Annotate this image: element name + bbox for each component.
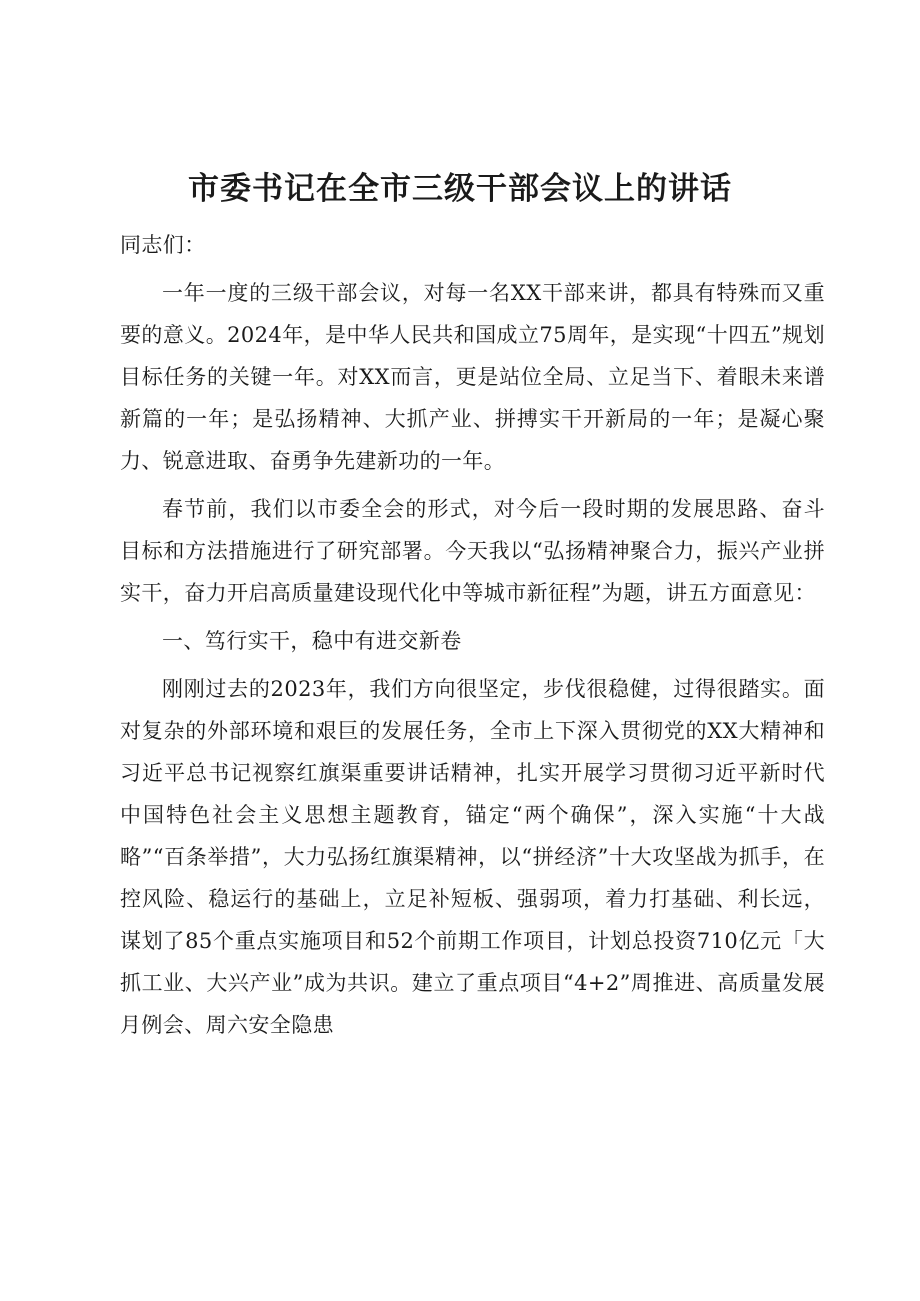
paragraph-intro: 一年一度的三级干部会议，对每一名XX干部来讲，都具有特殊而又重要的意义。2024年，是中华人民共和国成立75周年，是实现“十四五”规划目标任务的关键一年。对XX而言，更是站位全局、立足当下、着眼未来谱新篇的一年；是弘扬精神、大抓产业、拼搏实干开新局的一年；是凝心聚力、锐意进取、奋勇争先建新功的一年。 [120, 281, 825, 473]
document-title: 市委书记在全市三级干部会议上的讲话 [188, 171, 732, 207]
section-heading: 一、笃行实干，稳中有进交新卷 [162, 629, 462, 653]
document-body [120, 224, 825, 1052]
paragraph-section-one: 刚刚过去的2023年，我们方向很坚定，步伐很稳健，过得很踏实。面对复杂的外部环境和艰巨的发展任务，全市上下深入贯彻党的XX大精神和习近平总书记视察红旗渠重要讲话精神，扎实开展学习贯彻习近平新时代中国特色社会主义思想主题教育，锚定“两个确保”，深入实施“十大战略”“百条举措”，大力弘扬红旗渠精神，以“拼经济”十大攻坚战为抓手，在控风险、稳运行的基础上，立足补短板、强弱项，着力打基础、利长远，谋划了85个重点实施项目和52个前期工作项目，计划总投资710亿元「大抓工业、大兴产业”成为共识。建立了重点项目“4+2”周推进、高质量发展月例会、周六安全隐患 [120, 677, 825, 1037]
salutation: 同志们： [120, 233, 206, 257]
paragraph-topic: 春节前，我们以市委全会的形式，对今后一段时期的发展思路、奋斗目标和方法措施进行了研究部署。今天我以“弘扬精神聚合力，振兴产业拼实干，奋力开启高质量建设现代化中等城市新征程”为题，讲五方面意见： [120, 497, 825, 605]
